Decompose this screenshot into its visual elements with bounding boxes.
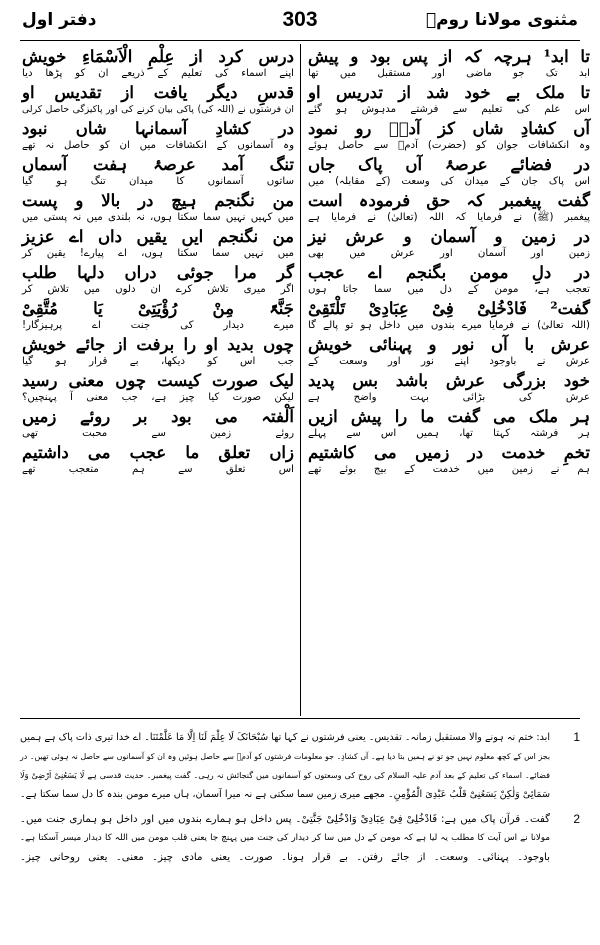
footnote-line bbox=[20, 766, 580, 785]
urdu-translation: اس علم کی تعلیم سے فرشتے مدہوش ہو گئے bbox=[308, 104, 590, 115]
footnote-text: سَمَائِیْ وَلٰکِنْ یَسَعُنِیْ قَلْبُ عَبْدِیَ الْمُؤْمِنِ۔ مجھے میری زمین سما سکتی ہے نہ میرا آسمان، ہاں میرے مومن بندہ کا دل سما سکتا ہے۔ bbox=[20, 789, 550, 800]
urdu-translation: ہر فرشتہ کہتا تھا، ہمیں اس سے پہلے bbox=[308, 428, 590, 439]
footnote-line bbox=[20, 728, 580, 747]
verse-couplet bbox=[22, 298, 294, 334]
verse-couplet bbox=[308, 262, 590, 298]
verse-couplet bbox=[22, 226, 294, 262]
urdu-translation: زمین اور آسمان اور عرش میں بھی bbox=[308, 248, 590, 259]
left-verse-column bbox=[22, 46, 294, 714]
verse-couplet bbox=[308, 190, 590, 226]
right-verse-column bbox=[308, 46, 590, 714]
persian-verse: خود بزرگی عرش باشد بس پدید bbox=[308, 371, 590, 390]
persian-verse: زاں تعلق ما عجب می داشتیم bbox=[22, 443, 294, 462]
page-header bbox=[22, 8, 578, 36]
urdu-translation: تعجب ہے، مومن کے دل میں سما جاتا ہوں bbox=[308, 284, 590, 295]
persian-verse: من نگنجم ہیچ در بالا و پست bbox=[22, 191, 294, 210]
verse-couplet bbox=[308, 154, 590, 190]
urdu-translation: ابد تک جو ماضی اور مستقبل میں تھا bbox=[308, 68, 590, 79]
urdu-translation: ہم نے زمین میں خدمت کے بیج بوئے تھے bbox=[308, 464, 590, 475]
page-number: 303 bbox=[282, 8, 318, 31]
verse-couplet bbox=[308, 46, 590, 82]
urdu-translation: جب اس کو دیکھا، بے قرار ہو گیا bbox=[22, 356, 294, 367]
verse-couplet bbox=[22, 154, 294, 190]
persian-verse: ہر ملک می گفت ما را پیش ازیں bbox=[308, 407, 590, 426]
persian-verse: عرش با آں نور و پہنائی خویش bbox=[308, 335, 590, 354]
footnote-number: 2 bbox=[573, 812, 580, 826]
persian-verse: در دلِ مومن بگنجم اے عجب bbox=[308, 263, 590, 282]
urdu-translation: روئے زمین سے محبت تھی bbox=[22, 428, 294, 439]
urdu-translation: میں نہیں سما سکتا ہوں، اے پیارے! یقین کر bbox=[22, 248, 294, 259]
urdu-translation: عرش کی بڑائی بہت واضح ہے bbox=[308, 392, 590, 403]
urdu-translation: میں کہیں نہیں سما سکتا ہوں، نہ بلندی میں نہ پستی میں bbox=[22, 212, 294, 223]
urdu-translation: میرے دیدار کی جنت اے پرہیزگار! bbox=[22, 320, 294, 331]
persian-verse: تخمِ خدمت در زمیں می کاشتیم bbox=[308, 443, 590, 462]
persian-verse: لیک صورت کیست چوں معنی رسید bbox=[22, 371, 294, 390]
urdu-translation: ساتوں آسمانوں کا میدان تنگ ہو گیا bbox=[22, 176, 294, 187]
persian-verse: چوں بدید او را برفت از جائے خویش bbox=[22, 335, 294, 354]
urdu-translation: لیکن صورت کیا چیز ہے، جب معنی آ پہنچیں؟ bbox=[22, 392, 294, 403]
verse-couplet bbox=[308, 406, 590, 442]
urdu-translation: اپنے اسماء کی تعلیم کے ذریعے ان کو پڑھا دیا bbox=[22, 68, 294, 79]
footnote-number: 1 bbox=[573, 730, 580, 744]
footnotes bbox=[20, 728, 580, 867]
verse-couplet bbox=[308, 370, 590, 406]
verse-couplet bbox=[22, 118, 294, 154]
footnote-text: گفت۔ قرآن پاک میں ہے: فَادْخُلِیْ فِیْ عِبَادِیْ وَادْخُلِیْ جَنَّتِیْ۔ پس داخل ہو ہمارے بندوں میں اور داخل ہو ہماری جنت میں۔ bbox=[20, 814, 550, 825]
persian-verse: گر مرا جوئی دراں دلہا طلب bbox=[22, 263, 294, 282]
verse-couplet bbox=[22, 442, 294, 478]
verse-couplet bbox=[308, 334, 590, 370]
book-section-title: دفتر اول bbox=[22, 10, 97, 30]
footnote-text: بجز اس کے کچھ معلوم نہیں جو تو نے ہمیں بتا دیا ہے۔ آں کشادِ۔ جو معلومات فرشتوں کو آدمؑ سے حاصل ہوئیں وہ ان کو آسمانوں سے حاصل نہ ہوئی تھیں۔ در bbox=[20, 752, 550, 761]
footnote-text: مولانا نے اس آیت کا مطلب یہ لیا ہے کہ مومن کے دل میں سا کر دیدار کی جنت میں پہنچ جا یعنی قلب مومن میں اللہ کا دیدار میسر آسکتا ہے۔ bbox=[20, 833, 550, 843]
footnote-rule bbox=[20, 718, 580, 719]
verse-couplet bbox=[308, 226, 590, 262]
footnote-line bbox=[20, 785, 580, 804]
urdu-translation: اس پاک جان کے میدان کی وسعت (کے مقابلہ) میں bbox=[308, 176, 590, 187]
persian-verse: آں کشادِ شاں کز آدمؑ رو نمود bbox=[308, 119, 590, 138]
urdu-translation: (اللہ تعالیٰ) نے فرمایا میرے بندوں میں داخل ہو تو پالے گا bbox=[308, 320, 590, 331]
persian-verse: اَلْفتہ می بود بر روئے زمیں bbox=[22, 407, 294, 426]
urdu-translation: ان فرشتوں نے (اللہ کی) پاکی بیان کرنے کی اور پاکیزگی حاصل کرلی bbox=[22, 104, 294, 115]
footnote-line bbox=[20, 848, 580, 867]
footnote-text: باوجود۔ پہنائی۔ وسعت۔ از جائے رفتن۔ بے قرار ہونا۔ صورت۔ یعنی مادی چیز۔ معنی۔ یعنی روحانی چیز۔ bbox=[20, 852, 550, 863]
persian-verse: گفت² فَادْخُلِیْ فِیْ عِبَادِیْ تَلْتَقِیْ bbox=[308, 299, 590, 318]
urdu-translation: اگر میری تلاش کرے ان دلوں میں تلاش کر bbox=[22, 284, 294, 295]
footnote-line bbox=[20, 810, 580, 829]
verse-couplet bbox=[308, 442, 590, 478]
footnote-line bbox=[20, 747, 580, 766]
verse-couplet bbox=[22, 82, 294, 118]
persian-verse: قدسِ دیگر یافت از تقدیس او bbox=[22, 83, 294, 102]
urdu-translation: عرش نے باوجود اپنے نور اور وسعت کے bbox=[308, 356, 590, 367]
verse-couplet bbox=[22, 46, 294, 82]
header-rule bbox=[20, 40, 580, 41]
footnote-text: فضائے۔ اسماء کی تعلیم کے بعد آدم علیہ السلام کی روح کی وسعتوں کو آسمانوں میں گنجائش نہ رہی۔ گفت پیغمبر۔ حدیث قدسی ہے لَا یَسَعُنِیْ اَرْضِیْ وَلَا bbox=[20, 770, 550, 780]
urdu-translation: وہ آسمانوں کے انکشافات میں ان کو حاصل نہ تھے bbox=[22, 140, 294, 151]
persian-verse: تا ابد¹ ہرچہ کہ از پس بود و پیش bbox=[308, 47, 591, 66]
persian-verse: در فضائے عرصۂ آں پاک جاں bbox=[308, 155, 590, 174]
book-title: مثنوی مولانا رومؒ bbox=[425, 10, 578, 30]
verse-couplet bbox=[308, 82, 590, 118]
persian-verse: من نگنجم ایں یقیں داں اے عزیز bbox=[22, 227, 294, 246]
column-divider bbox=[300, 44, 301, 716]
footnote-text: ابد: ختم نہ ہونے والا مستقبل زمانہ۔ تقدیس۔ یعنی فرشتوں نے کہا تھا سُبْحَانَکَ لَا عِلْمَ لَنَا اِلَّا مَا عَلَّمْتَنَا۔ اے خدا تیری ذات پاک ہے ہمیں bbox=[20, 732, 550, 743]
persian-verse: در کشادِ آسمانہا شاں نبود bbox=[22, 119, 294, 138]
verse-couplet bbox=[22, 190, 294, 226]
verse-couplet bbox=[22, 262, 294, 298]
verse-couplet bbox=[22, 370, 294, 406]
footnote-line bbox=[20, 829, 580, 848]
verse-couplet bbox=[22, 334, 294, 370]
persian-verse: در زمین و آسمان و عرش نیز bbox=[308, 227, 590, 246]
persian-verse: درس کرد از عِلْمِ الْاَسْمَاءِ خویش bbox=[22, 47, 294, 66]
persian-verse: تا ملک بے خود شد از تدریس او bbox=[308, 83, 590, 102]
persian-verse: جَنَّۃً مِنْ رُؤْیَتِیْ یَا مُتَّقِیْ bbox=[22, 299, 294, 318]
urdu-translation: اس تعلق سے ہم متعجب تھے bbox=[22, 464, 294, 475]
urdu-translation: پیغمبر (ﷺ) نے فرمایا کہ اللہ (تعالیٰ) نے فرمایا ہے bbox=[308, 212, 590, 223]
verse-couplet bbox=[308, 118, 590, 154]
urdu-translation: وہ انکشافات جوان کو (حضرت) آدمؑ سے حاصل ہوئے bbox=[308, 140, 590, 151]
verse-couplet bbox=[308, 298, 590, 334]
verse-couplet bbox=[22, 406, 294, 442]
persian-verse: گفت پیغمبر کہ حق فرمودہ است bbox=[308, 191, 590, 210]
persian-verse: تنگ آمد عرصۂ ہفت آسماں bbox=[22, 155, 294, 174]
